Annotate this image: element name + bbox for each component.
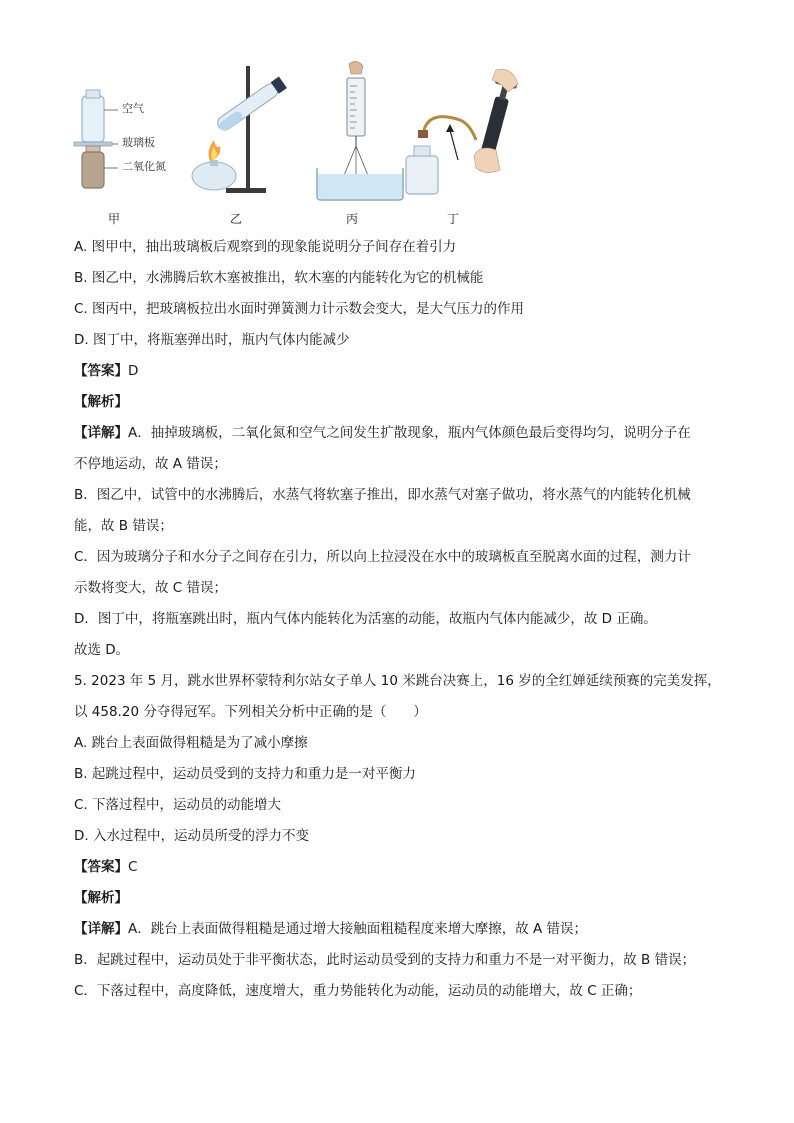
figure-label-jia: 甲 <box>108 212 121 226</box>
q4-detail-line-2: 不停地运动，故 A 错误； <box>74 456 227 472</box>
figure-label-yi: 乙 <box>230 212 243 226</box>
jia-legend-no2: 二氧化氮 <box>122 160 166 173</box>
q4-option-d: D. 图丁中，将瓶塞弹出时，瓶内气体内能减少 <box>74 332 350 348</box>
q5-option-b: B. 起跳过程中，运动员受到的支持力和重力是一对平衡力 <box>74 766 416 782</box>
q5-answer-value: C <box>128 859 138 875</box>
q4-detail-line-7: D．图丁中，将瓶塞跳出时，瓶内气体内能转化为活塞的动能，故瓶内气体内能减少，故 D 正确。 <box>74 611 657 627</box>
q4-answer <box>74 356 724 387</box>
q5-detail-line-3: C．下落过程中，高度降低，速度增大，重力势能转化为动能，运动员的动能增大，故 C 正确； <box>74 983 642 999</box>
figure-yi-test-tube-illustration <box>190 60 300 210</box>
figure-label-bing: 丙 <box>346 212 359 226</box>
q4-detail-line-5: C．因为玻璃分子和水分子之间存在引力，所以向上拉浸没在水中的玻璃板直至脱离水面的过程，测力计 <box>74 549 691 565</box>
q4-answer-value: D <box>128 363 139 379</box>
q5-option-d: D. 入水过程中，运动员所受的浮力不变 <box>74 828 309 844</box>
q5-option-c: C. 下落过程中，运动员的动能增大 <box>74 797 282 813</box>
jia-legend-glass-plate: 玻璃板 <box>122 136 155 149</box>
q4-answer-tag: 【答案】 <box>74 363 128 379</box>
q5-detail-line-1 <box>74 914 724 945</box>
q5-detail-tag: 【详解】 <box>74 921 128 937</box>
q5-stem-line-2: 以 458.20 分夺得冠军。下列相关分析中正确的是（ ） <box>74 704 427 720</box>
document-body <box>74 232 724 1007</box>
q5-stem-line-1: 5. 2023 年 5 月，跳水世界杯蒙特利尔站女子单人 10 米跳台决赛上，16 岁的全红婵延续预赛的完美发挥， <box>74 673 721 689</box>
q4-conclusion: 故选 D。 <box>74 642 130 658</box>
q5-detail-line-2: B．起跳过程中，运动员处于非平衡状态，此时运动员受到的支持力和重力不是一对平衡力，故 B 错误； <box>74 952 696 968</box>
q5-analysis-tag: 【解析】 <box>74 890 128 906</box>
q4-detail-line-1 <box>74 418 724 449</box>
experiment-figures <box>70 60 530 230</box>
figure-jia-diffusion-illustration <box>70 60 190 210</box>
q4-detail-tag: 【详解】 <box>74 425 128 441</box>
figure-label-ding: 丁 <box>447 212 460 226</box>
q5-detail-text-1: A．跳台上表面做得粗糙是通过增大接触面粗糙程度来增大摩擦，故 A 错误； <box>128 921 588 937</box>
q4-detail-line-3: B．图乙中，试管中的水沸腾后，水蒸气将软塞子推出，即水蒸气对塞子做功，将水蒸气的内能转化机械 <box>74 487 691 503</box>
figure-bing-spring-scale-illustration <box>305 60 415 210</box>
q5-answer <box>74 852 724 883</box>
q4-analysis-tag: 【解析】 <box>74 394 128 410</box>
q5-answer-tag: 【答案】 <box>74 859 128 875</box>
figure-ding-pump-bottle-illustration <box>400 60 530 210</box>
q4-option-a: A. 图甲中，抽出玻璃板后观察到的现象能说明分子间存在着引力 <box>74 239 457 255</box>
q4-detail-line-4: 能，故 B 错误； <box>74 518 173 534</box>
q4-option-b: B. 图乙中，水沸腾后软木塞被推出，软木塞的内能转化为它的机械能 <box>74 270 484 286</box>
q4-detail-text-1: A．抽掉玻璃板，二氧化氮和空气之间发生扩散现象，瓶内气体颜色最后变得均匀，说明分子在 <box>128 425 691 441</box>
q5-option-a: A. 跳台上表面做得粗糙是为了减小摩擦 <box>74 735 308 751</box>
q4-detail-line-6: 示数将变大，故 C 错误； <box>74 580 228 596</box>
q4-option-c: C. 图丙中，把玻璃板拉出水面时弹簧测力计示数会变大，是大气压力的作用 <box>74 301 525 317</box>
jia-legend-air: 空气 <box>122 102 144 115</box>
